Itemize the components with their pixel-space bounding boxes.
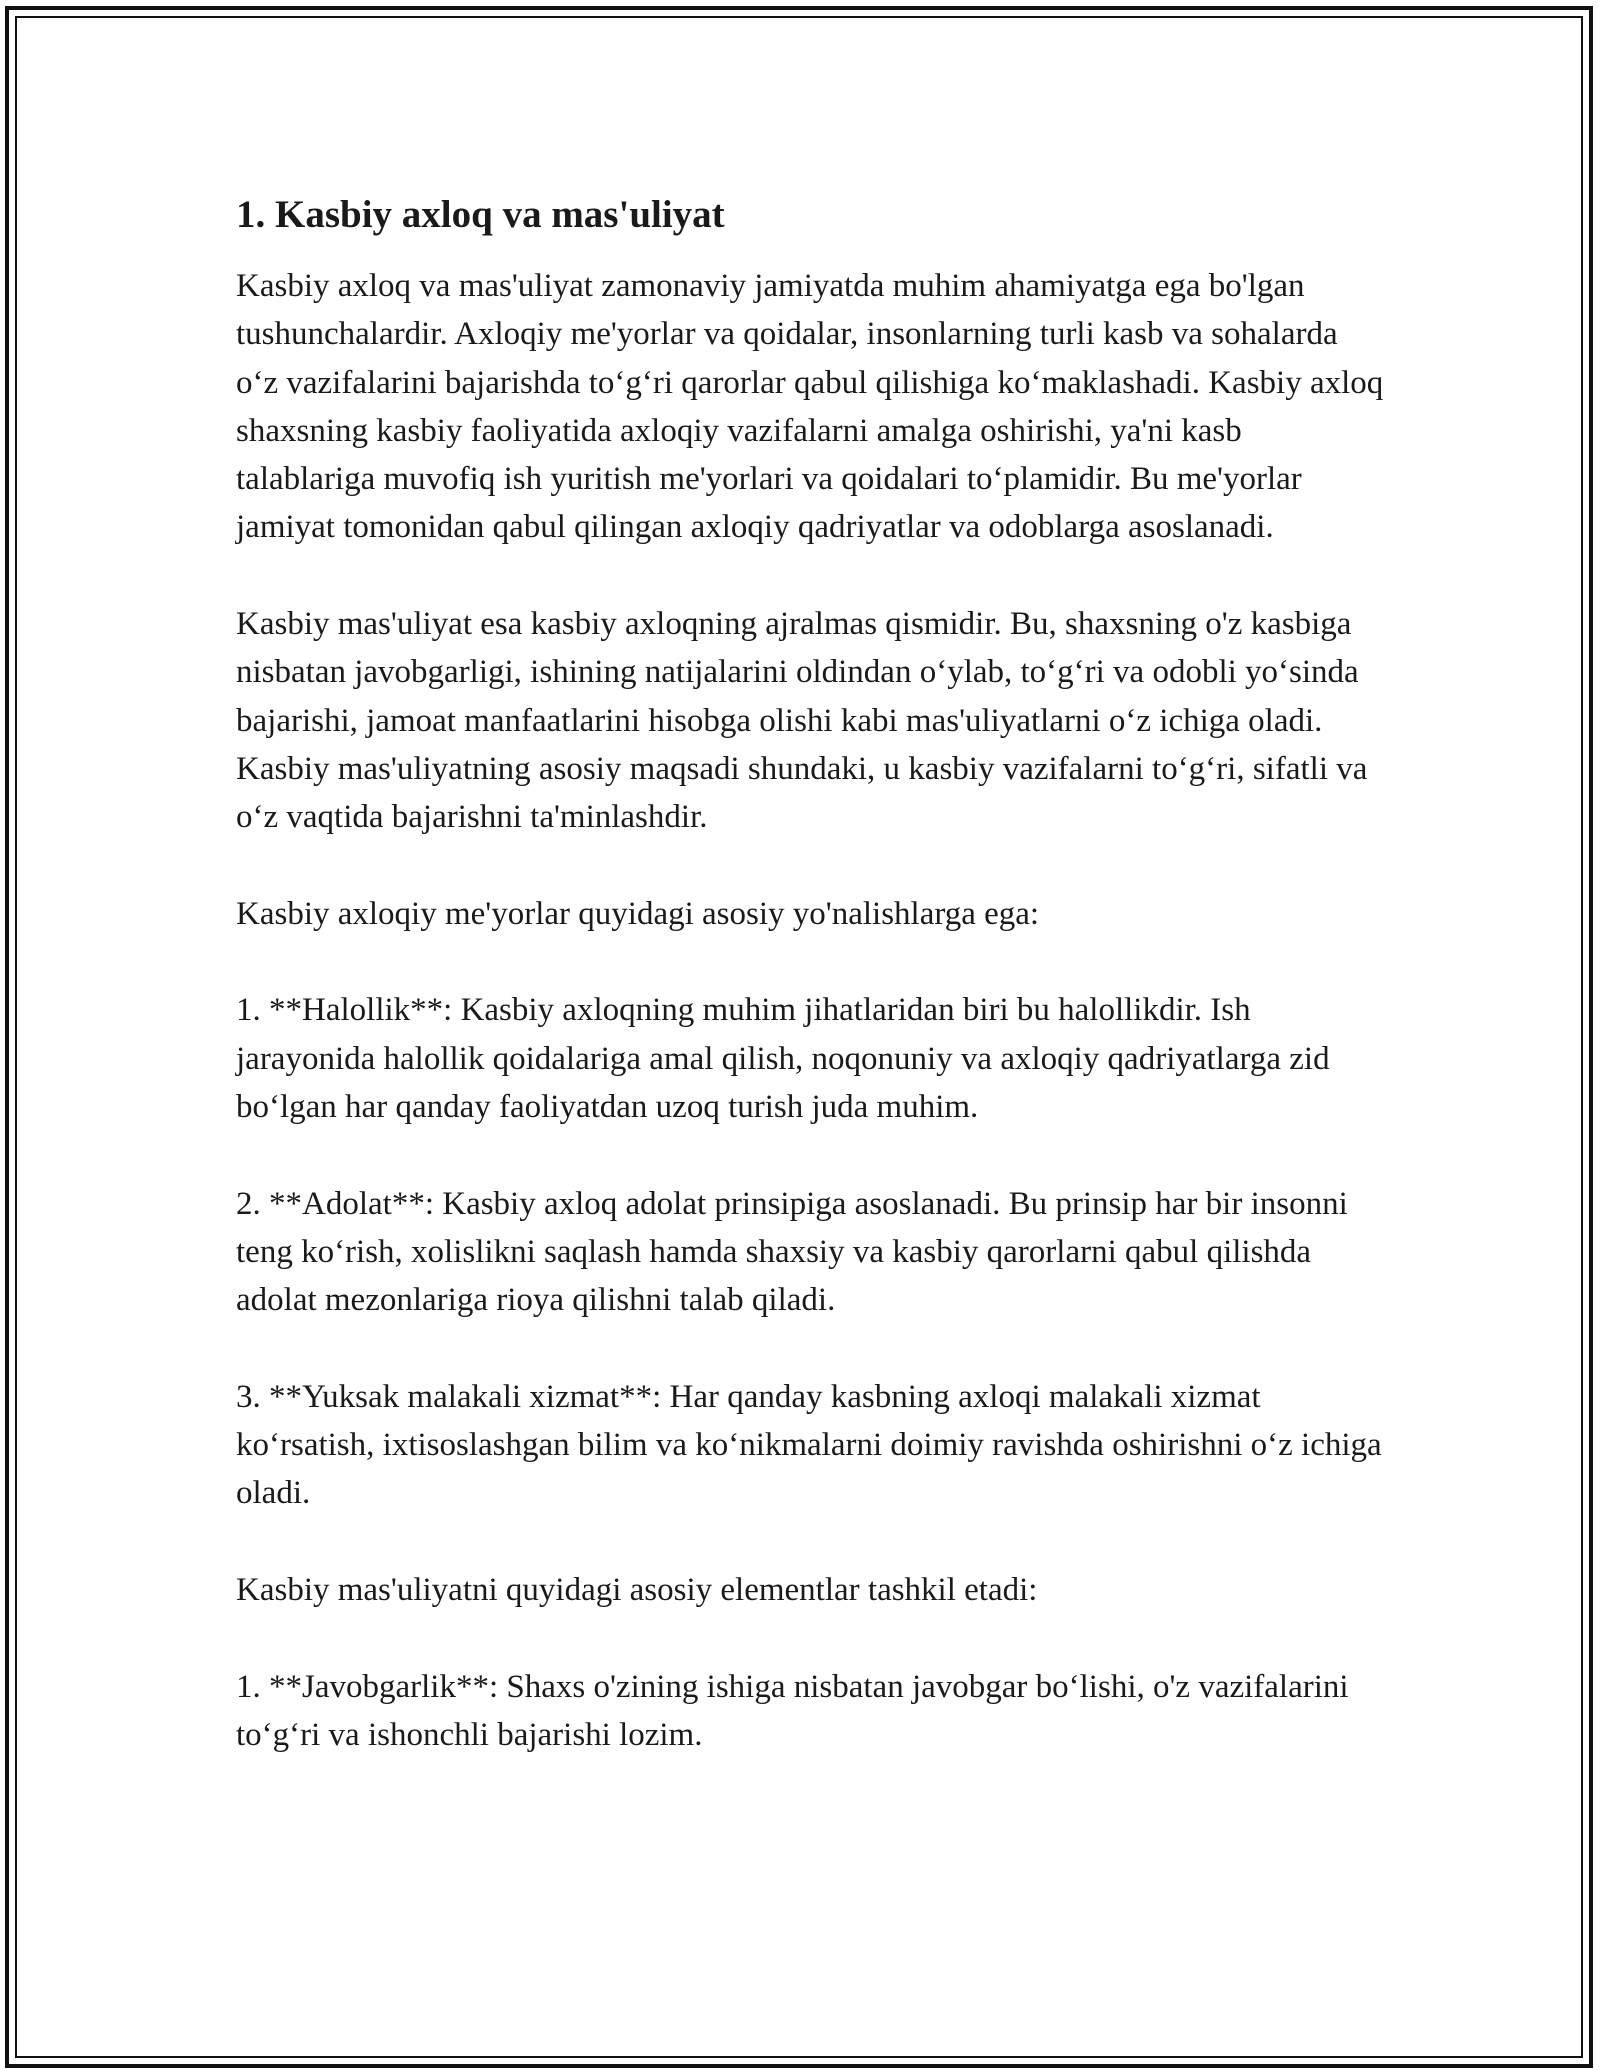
document-body <box>236 188 1386 1808</box>
list-item-qualified-service: 3. **Yuksak malakali xizmat**: Har qanday kasbning axloqi malakali xizmat ko‘rsatish, ixtisoslashgan bilim va ko‘nikmalarni doimiy ravishda oshirishni o‘z ichiga oladi. <box>236 1378 1382 1512</box>
paragraph-responsibility: Kasbiy mas'uliyat esa kasbiy axloqning ajralmas qismidir. Bu, shaxsning o'z kasbiga nisbatan javobgarligi, ishining natijalarini oldindan o‘ylab, to‘g‘ri va odobli yo‘sinda bajarishi, jamoat manfaatlarini hisobga olishi kabi mas'uliyatlarni o‘z ichiga oladi. Kasbiy mas'uliyatning asosiy maqsadi shundaki, u kasbiy vazifalarni to‘g‘ri, sifatli va o‘z vaqtida bajarishni ta'minlashdir. <box>236 606 1368 836</box>
paragraph-ethics-directions: Kasbiy axloqiy me'yorlar quyidagi asosiy yo'nalishlarga ega: <box>236 895 1040 932</box>
paragraph-intro: Kasbiy axloq va mas'uliyat zamonaviy jamiyatda muhim ahamiyatga ega bo'lgan tushunchalardir. Axloqiy me'yorlar va qoidalar, insonlarning turli kasb va sohalarda o‘z vazifalarini bajarishda to‘g‘ri qarorlar qabul qilishiga ko‘maklashadi. Kasbiy axloq shaxsning kasbiy faoliyatida axloqiy vazifalarni amalga oshirishi, ya'ni kasb talablariga muvofiq ish yuritish me'yorlari va qoidalari to‘plamidir. Bu me'yorlar jamiyat tomonidan qabul qilingan axloqiy qadriyatlar va odoblarga asoslanadi. <box>236 268 1384 546</box>
list-item-accountability: 1. **Javobgarlik**: Shaxs o'zining ishiga nisbatan javobgar bo‘lishi, o'z vazifalarini to‘g‘ri va ishonchli bajarishi lozim. <box>236 1668 1349 1753</box>
section-title: 1. Kasbiy axloq va mas'uliyat <box>236 193 725 236</box>
list-item-honesty: 1. **Halollik**: Kasbiy axloqning muhim jihatlaridan biri bu halollikdir. Ish jarayonida halollik qoidalariga amal qilish, noqonuniy va axloqiy qadriyatlarga zid bo‘lgan har qanday faoliyatdan uzoq turish juda muhim. <box>236 992 1330 1126</box>
list-item-justice: 2. **Adolat**: Kasbiy axloq adolat prinsipiga asoslanadi. Bu prinsip har bir insonni teng ko‘rish, xolislikni saqlash hamda shaxsiy va kasbiy qarorlarni qabul qilishda adolat mezonlariga rioya qilishni talab qiladi. <box>236 1185 1348 1319</box>
paragraph-responsibility-elements: Kasbiy mas'uliyatni quyidagi asosiy elementlar tashkil etadi: <box>236 1572 1038 1609</box>
